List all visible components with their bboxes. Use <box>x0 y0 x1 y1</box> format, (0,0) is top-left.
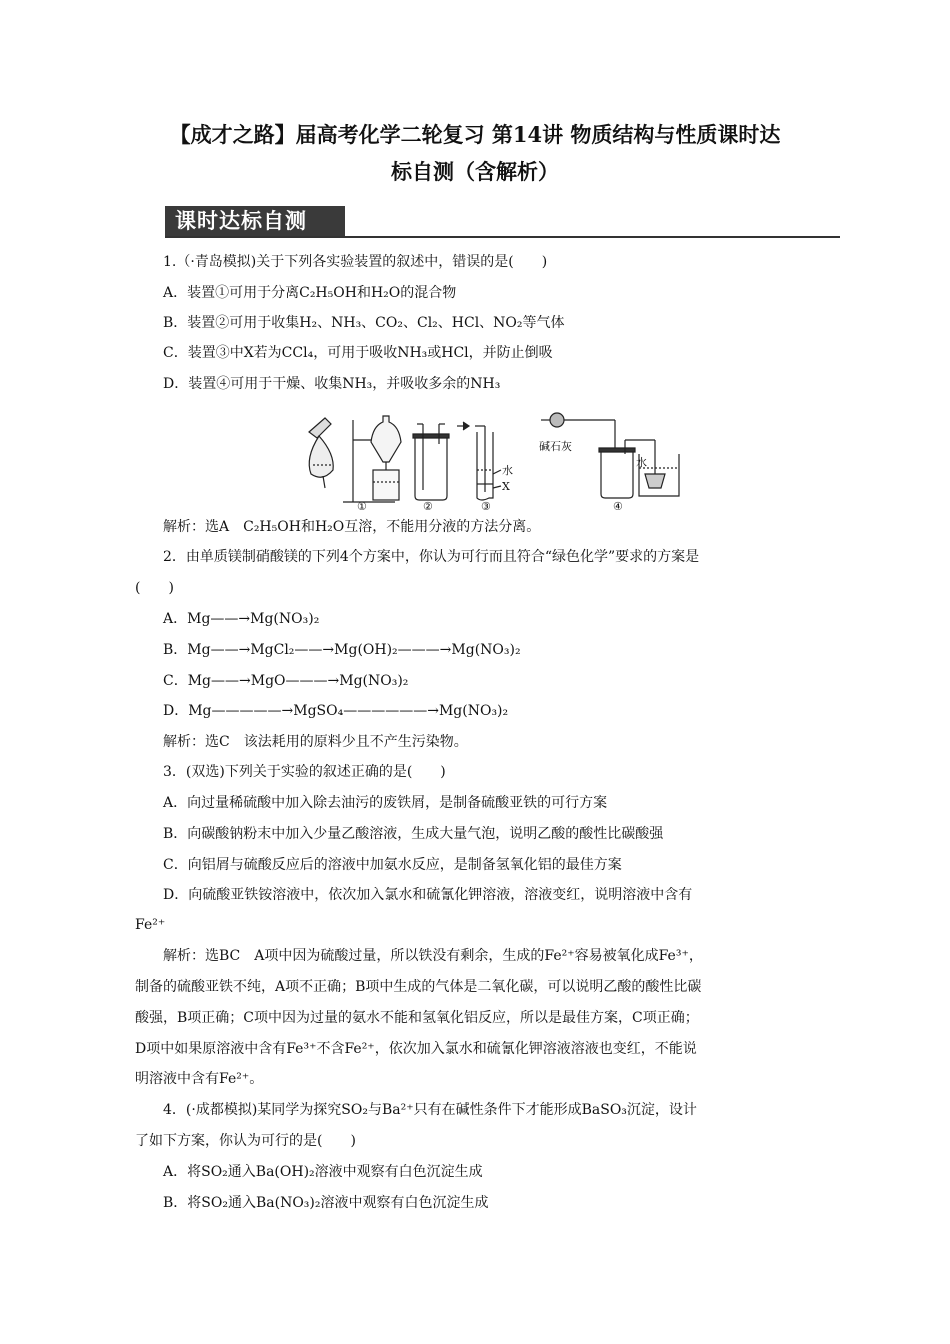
apparatus-1-funnel <box>309 418 333 488</box>
q3-answer-line5: 明溶液中含有Fe²⁺。 <box>135 1071 264 1087</box>
doc-title-line2: 标自测（含解析） <box>391 159 559 184</box>
q4-stem: 4．(·成都模拟)某同学为探究SO₂与Ba²⁺只有在碱性条件下才能形成BaSO₃沉淀，设计 <box>163 1102 697 1118</box>
q2-option-b: B．Mg——→MgCl₂——→Mg(OH)₂———→Mg(NO₃)₂ <box>163 642 521 658</box>
section-banner <box>165 206 840 240</box>
q3-option-c: C．向铝屑与硫酸反应后的溶液中加氨水反应，是制备氢氧化铝的最佳方案 <box>163 857 622 873</box>
q3-answer-line2: 制备的硫酸亚铁不纯，A项不正确；B项中生成的气体是二氧化碳，可以说明乙酸的酸性比碳 <box>135 979 702 995</box>
doc-title-line1: 【成才之路】届高考化学二轮复习 第14讲 物质结构与性质课时达 <box>169 122 781 147</box>
q1-option-b: B．装置②可用于收集H₂、NH₃、CO₂、Cl₂、HCl、NO₂等气体 <box>163 315 565 331</box>
q3-answer-line3: 酸强，B项正确；C项中因为过量的氨水不能和氢氧化铝反应，所以是最佳方案，C项正确； <box>135 1010 699 1026</box>
q2-stem-cont: ( ) <box>135 580 174 596</box>
q4-option-b: B．将SO₂通入Ba(NO₃)₂溶液中观察有白色沉淀生成 <box>163 1195 489 1211</box>
q2-answer: 解析：选C 该法耗用的原料少且不产生污染物。 <box>163 734 468 750</box>
q1-option-d: D．装置④可用于干燥、收集NH₃，并吸收多余的NH₃ <box>163 376 501 392</box>
fig-x-label: X <box>502 480 510 493</box>
q3-option-d-cont: Fe²⁺ <box>135 917 166 933</box>
fig-water-label: 水 <box>502 464 513 477</box>
q3-option-b: B．向碳酸钠粉末中加入少量乙酸溶液，生成大量气泡，说明乙酸的酸性比碳酸强 <box>163 826 664 842</box>
q1-option-c: C．装置③中X若为CCl₄，可用于吸收NH₃或HCl，并防止倒吸 <box>163 345 553 361</box>
q2-option-d: D．Mg—————→MgSO₄——————→Mg(NO₃)₂ <box>163 703 509 719</box>
q3-answer-line1: 解析：选BC A项中因为硫酸过量，所以铁没有剩余，生成的Fe²⁺容易被氧化成Fe³⁺， <box>163 948 703 964</box>
apparatus-diagram <box>295 410 685 510</box>
q3-option-a: A．向过量稀硫酸中加入除去油污的废铁屑，是制备硫酸亚铁的可行方案 <box>163 795 608 811</box>
q2-option-a: A．Mg——→Mg(NO₃)₂ <box>163 611 320 627</box>
apparatus-3-tube <box>457 422 501 500</box>
fig-label-1: ① <box>357 500 367 510</box>
fig-label-2: ② <box>423 500 433 510</box>
fig-water2-label: 水 <box>636 456 647 469</box>
q4-stem-cont: 了如下方案，你认为可行的是( ) <box>135 1133 356 1149</box>
q3-option-d: D．向硫酸亚铁铵溶液中，依次加入氯水和硫氰化钾溶液，溶液变红，说明溶液中含有 <box>163 887 693 903</box>
fig-label-4: ④ <box>613 500 623 510</box>
apparatus-2-gas-bottle <box>413 424 449 500</box>
q2-option-c: C．Mg——→MgO———→Mg(NO₃)₂ <box>163 673 409 689</box>
apparatus-1-stand <box>343 416 401 502</box>
q3-answer-line4: D项中如果原溶液中含有Fe³⁺不含Fe²⁺，依次加入氯水和硫氰化钾溶液溶液也变红，不能说 <box>135 1041 697 1057</box>
section-divider <box>165 236 840 238</box>
q1-stem: 1.（·青岛模拟)关于下列各实验装置的叙述中，错误的是( ) <box>163 254 548 270</box>
q1-answer: 解析：选A C₂H₅OH和H₂O互溶，不能用分液的方法分离。 <box>163 519 541 535</box>
q1-option-a: A．装置①可用于分离C₂H₅OH和H₂O的混合物 <box>163 285 457 301</box>
q2-stem: 2．由单质镁制硝酸镁的下列4个方案中，你认为可行而且符合“绿色化学”要求的方案是 <box>163 549 700 565</box>
fig-label-3: ③ <box>481 500 491 510</box>
apparatus-4-drying <box>541 413 679 498</box>
q3-stem: 3．(双选)下列关于实验的叙述正确的是( ) <box>163 764 446 780</box>
fig-soda-lime-label: 碱石灰 <box>539 440 572 453</box>
q4-option-a: A．将SO₂通入Ba(OH)₂溶液中观察有白色沉淀生成 <box>163 1164 483 1180</box>
section-banner-label: 课时达标自测 <box>165 206 345 236</box>
